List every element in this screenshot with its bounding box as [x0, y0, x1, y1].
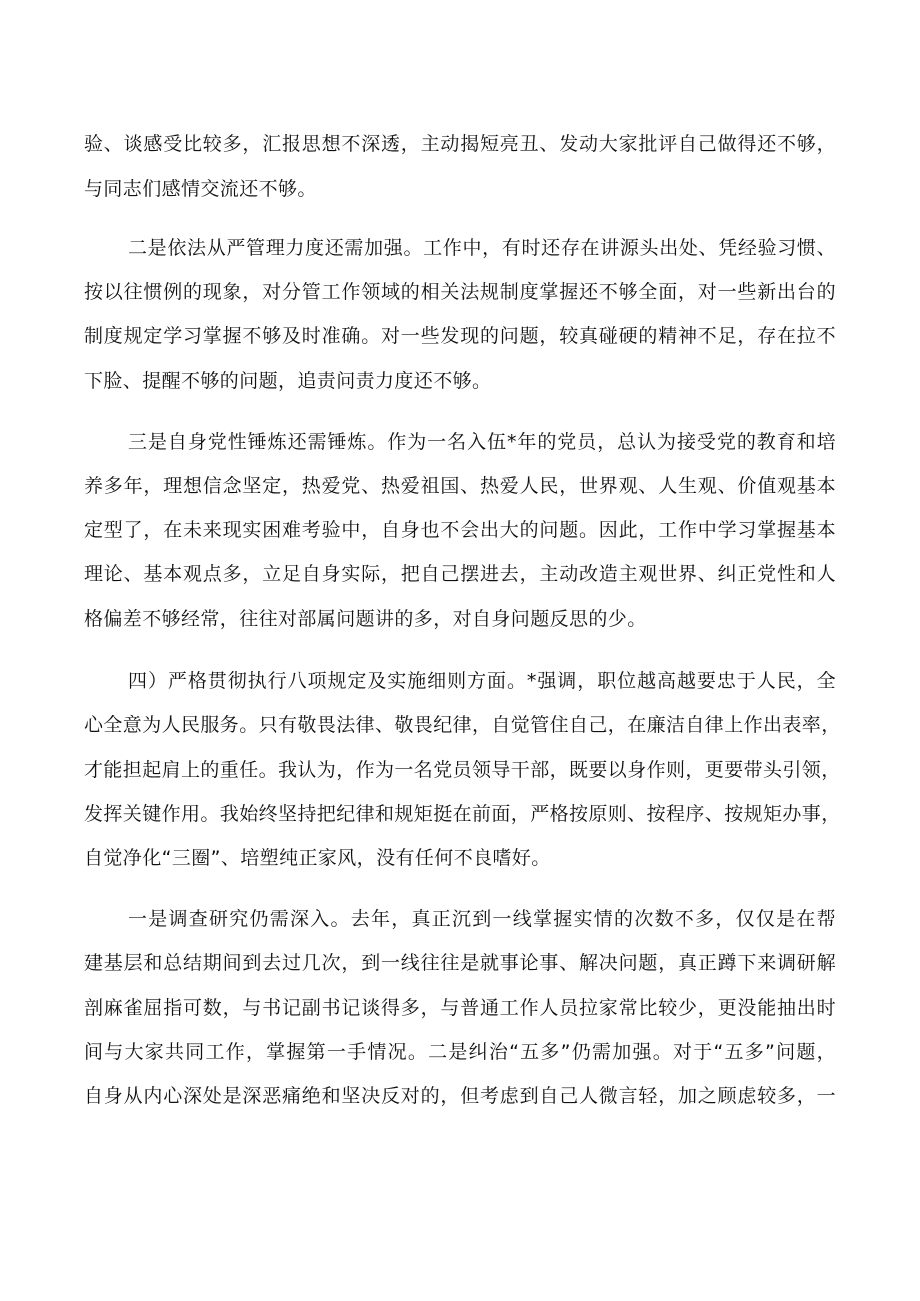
- text-line: 与同志们感情交流还不够。: [84, 178, 317, 200]
- text-line: 剖麻雀屈指可数，与书记副书记谈得多，与普通工作人员拉家常比较少，更没能抽出时: [84, 997, 836, 1019]
- paragraph-first-line: 三是自身党性锤炼还需锤炼。作为一名入伍*年的党员，总认为接受党的教育和培: [128, 431, 836, 453]
- text-line: 验、谈感受比较多，汇报思想不深透，主动揭短亮丑、发动大家批评自己做得还不够，: [84, 133, 836, 155]
- text-line: 制度规定学习掌握不够及时准确。对一些发现的问题，较真碰硬的精神不足，存在拉不: [84, 325, 836, 347]
- text-line: 才能担起肩上的重任。我认为，作为一名党员领导干部，既要以身作则，更要带头引领，: [84, 759, 841, 781]
- text-line: 按以往惯例的现象，对分管工作领域的相关法规制度掌握还不够全面，对一些新出台的: [84, 281, 836, 303]
- text-line: 发挥关键作用。我始终坚持把纪律和规矩挺在前面，严格按原则、按程序、按规矩办事，: [84, 803, 841, 825]
- text-line: 建基层和总结期间到去过几次，到一线往往是就事论事、解决问题，真正蹲下来调研解: [84, 952, 836, 974]
- text-line: 下脸、提醒不够的问题，追责问责力度还不够。: [84, 370, 492, 392]
- text-line: 养多年，理想信念坚定，热爱党、热爱祖国、热爱人民，世界观、人生观、价值观基本: [84, 475, 836, 497]
- text-line: 理论、基本观点多，立足自身实际，把自己摆进去，主动改造主观世界、纠正党性和人: [84, 563, 836, 585]
- text-line: 自身从内心深处是深恶痛绝和坚决反对的，但考虑到自己人微言轻，加之顾虑较多，一: [84, 1085, 836, 1107]
- text-line: 自觉净化“三圈”、培塑纯正家风，没有任何不良嗜好。: [84, 847, 551, 869]
- paragraph-first-line: 一是调查研究仍需深入。去年，真正沉到一线掌握实情的次数不多，仅仅是在帮: [128, 908, 836, 930]
- text-line: 定型了，在未来现实困难考验中，自身也不会出大的问题。因此，工作中学习掌握基本: [84, 519, 836, 541]
- text-line: 心全意为人民服务。只有敬畏法律、敬畏纪律，自觉管住自己，在廉洁自律上作出表率，: [84, 714, 841, 736]
- paragraph-first-line: 四）严格贯彻执行八项规定及实施细则方面。*强调，职位越高越要忠于人民，全: [128, 670, 836, 692]
- paragraph-first-line: 二是依法从严管理力度还需加强。工作中，有时还存在讲源头出处、凭经验习惯、: [128, 237, 836, 259]
- text-line: 格偏差不够经常，往往对部属问题讲的多，对自身问题反思的少。: [84, 608, 647, 630]
- text-line: 间与大家共同工作，掌握第一手情况。二是纠治“五多”仍需加强。对于“五多”问题，: [84, 1041, 836, 1063]
